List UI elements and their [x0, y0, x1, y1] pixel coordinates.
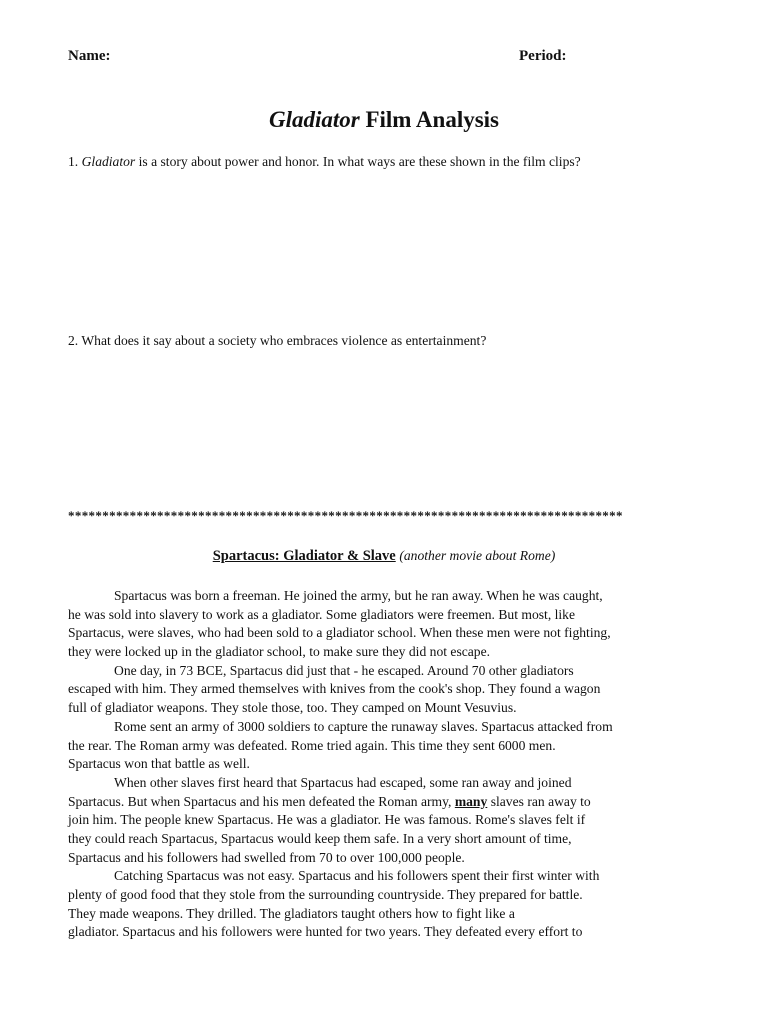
- question-1-text: is a story about power and honor. In what ways are these shown in the film clips?: [135, 154, 581, 169]
- passage-line-text: Spartacus. But when Spartacus and his men defeated the Roman army,: [68, 793, 455, 809]
- question-2: 2. What does it say about a society who embraces violence as entertainment?: [68, 333, 487, 348]
- passage-line: he was sold into slavery to work as a gladiator. Some gladiators were freemen. But most, like: [68, 606, 576, 622]
- passage-line: full of gladiator weapons. They stole those, too. They camped on Mount Vesuvius.: [68, 700, 517, 716]
- passage-line: Spartacus was born a freeman. He joined the army, but he ran away. When he was caught,: [114, 588, 603, 603]
- reading-passage: [68, 587, 700, 942]
- question-1-film-name: Gladiator: [81, 154, 136, 169]
- passage-line: Spartacus, were slaves, who had been sold to a gladiator school. When these men were not fighting,: [68, 625, 611, 641]
- question-1-number: 1.: [68, 154, 82, 169]
- passage-line: Catching Spartacus was not easy. Spartacus and his followers spent their first winter with: [114, 868, 600, 884]
- passage-line: escaped with him. They armed themselves with knives from the cook's shop. They found a wagon: [68, 681, 601, 697]
- passage-line: Rome sent an army of 3000 soldiers to capture the runaway slaves. Spartacus attacked from: [114, 718, 613, 734]
- page-title: [0, 107, 768, 133]
- name-label: Name:: [68, 48, 111, 64]
- period-label: Period:: [519, 48, 567, 64]
- passage-line: the rear. The Roman army was defeated. Rome tried again. This time they sent 6000 men.: [68, 737, 556, 753]
- passage-line: They made weapons. They drilled. The gladiators taught others how to fight like a: [68, 905, 515, 921]
- passage-line: [68, 793, 700, 812]
- passage-line: they were locked up in the gladiator school, to make sure they did not escape.: [68, 644, 491, 660]
- section-title: Spartacus: Gladiator & Slave: [212, 548, 396, 564]
- question-1: [68, 154, 708, 170]
- title-rest: Film Analysis: [359, 107, 500, 132]
- passage-line: One day, in 73 BCE, Spartacus did just that - he escaped. Around 70 other gladiators: [114, 662, 574, 678]
- section-subtitle: (another movie about Rome): [399, 548, 556, 563]
- asterisk-separator: *********************************************************************************: [68, 508, 623, 523]
- title-film-name: Gladiator: [268, 107, 360, 132]
- passage-line: join him. The people knew Spartacus. He was a gladiator. He was famous. Rome's slaves felt if: [68, 812, 586, 828]
- passage-line: Spartacus won that battle as well.: [68, 756, 250, 772]
- passage-line: plenty of good food that they stole from the surrounding countryside. They prepared for battle.: [68, 887, 583, 902]
- passage-line: When other slaves first heard that Spartacus had escaped, some ran away and joined: [114, 774, 572, 790]
- passage-line-text: slaves ran away to: [487, 793, 591, 809]
- passage-line: Spartacus and his followers had swelled from 70 to over 100,000 people.: [68, 849, 465, 865]
- passage-line: they could reach Spartacus, Spartacus would keep them safe. In a very short amount of time,: [68, 830, 572, 846]
- section-heading: [0, 548, 768, 565]
- emphasized-word: many: [454, 793, 488, 809]
- passage-line: gladiator. Spartacus and his followers were hunted for two years. They defeated every effort to: [68, 924, 583, 940]
